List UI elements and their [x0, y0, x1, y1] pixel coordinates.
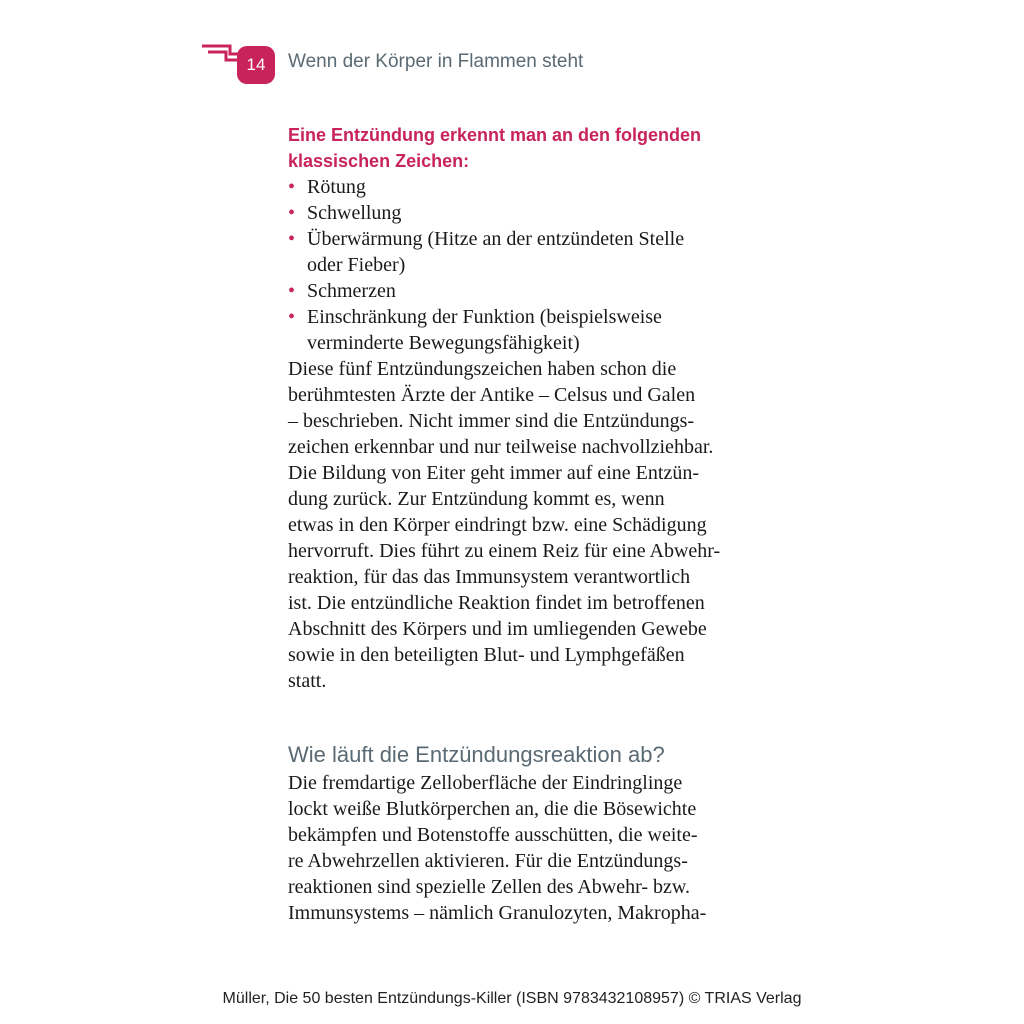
- text-line: lockt weiße Blutkörperchen an, die die Bösewichte: [288, 798, 697, 820]
- text-line: statt.: [288, 670, 327, 692]
- text-line: reaktionen sind spezielle Zellen des Abwehr- bzw.: [288, 876, 691, 898]
- list-item: [288, 226, 778, 278]
- running-title: Wenn der Körper in Flammen steht: [288, 51, 584, 72]
- text-line: Abschnitt des Körpers und im umliegenden Gewebe: [288, 618, 707, 640]
- text-line: etwas in den Körper eindringt bzw. eine Schädigung: [288, 514, 707, 536]
- list-item-line: Einschränkung der Funktion (beispielsweise: [307, 306, 662, 328]
- text-line: ist. Die entzündliche Reaktion findet im betroffenen: [288, 592, 705, 614]
- header-ornament-icon: [200, 44, 240, 74]
- text-line: sowie in den beteiligten Blut- und Lymphgefäßen: [288, 644, 685, 666]
- text-line: – beschrieben. Nicht immer sind die Entzündungs-: [288, 410, 695, 432]
- text-line: hervorruft. Dies führt zu einem Reiz für eine Abwehr-: [288, 540, 721, 562]
- bullet-icon: •: [288, 280, 296, 302]
- text-line: zeichen erkennbar und nur teilweise nachvollziehbar.: [288, 436, 714, 458]
- text-line: bekämpfen und Botenstoffe ausschütten, die weite-: [288, 824, 698, 846]
- bullet-icon: •: [288, 202, 296, 224]
- page-number-badge: 14: [237, 46, 275, 84]
- text-line: dung zurück. Zur Entzündung kommt es, wenn: [288, 488, 665, 510]
- list-item-line: Schwellung: [307, 202, 402, 224]
- list-item-line: Überwärmung (Hitze an der entzündeten Stelle: [307, 228, 685, 250]
- lead-line: klassischen Zeichen:: [288, 151, 470, 171]
- text-line: Diese fünf Entzündungszeichen haben schon die: [288, 358, 677, 380]
- text-line: re Abwehrzellen aktivieren. Für die Entzündungs-: [288, 850, 688, 872]
- lead-line: Eine Entzündung erkennt man an den folgenden: [288, 125, 702, 145]
- list-item-line: verminderte Bewegungsfähigkeit): [307, 332, 580, 354]
- text-line: Immunsystems – nämlich Granulozyten, Makropha-: [288, 902, 707, 924]
- list-item-line: oder Fieber): [307, 254, 406, 276]
- list-item: [288, 174, 778, 200]
- lead-heading: [288, 122, 778, 174]
- list-item-line: Rötung: [307, 176, 366, 198]
- text-line: reaktion, für das das Immunsystem verantwortlich: [288, 566, 691, 588]
- page-content: [288, 122, 778, 926]
- citation-footer: Müller, Die 50 besten Entzündungs-Killer (ISBN 9783432108957) © TRIAS Verlag: [222, 990, 802, 1007]
- text-line: Die Bildung von Eiter geht immer auf eine Entzün-: [288, 462, 699, 484]
- inflammation-signs-list: [288, 174, 778, 356]
- list-item: [288, 200, 778, 226]
- section-heading: Wie läuft die Entzündungsreaktion ab?: [288, 742, 665, 767]
- list-item: [288, 278, 778, 304]
- body-paragraph-signs: [288, 356, 778, 694]
- bullet-icon: •: [288, 306, 296, 328]
- bullet-icon: •: [288, 176, 296, 198]
- bullet-icon: •: [288, 228, 296, 250]
- list-item-line: Schmerzen: [307, 280, 396, 302]
- text-line: berühmtesten Ärzte der Antike – Celsus und Galen: [288, 384, 696, 406]
- list-item: [288, 304, 778, 356]
- body-paragraph-reaction: [288, 770, 778, 926]
- text-line: Die fremdartige Zelloberfläche der Eindringlinge: [288, 772, 683, 794]
